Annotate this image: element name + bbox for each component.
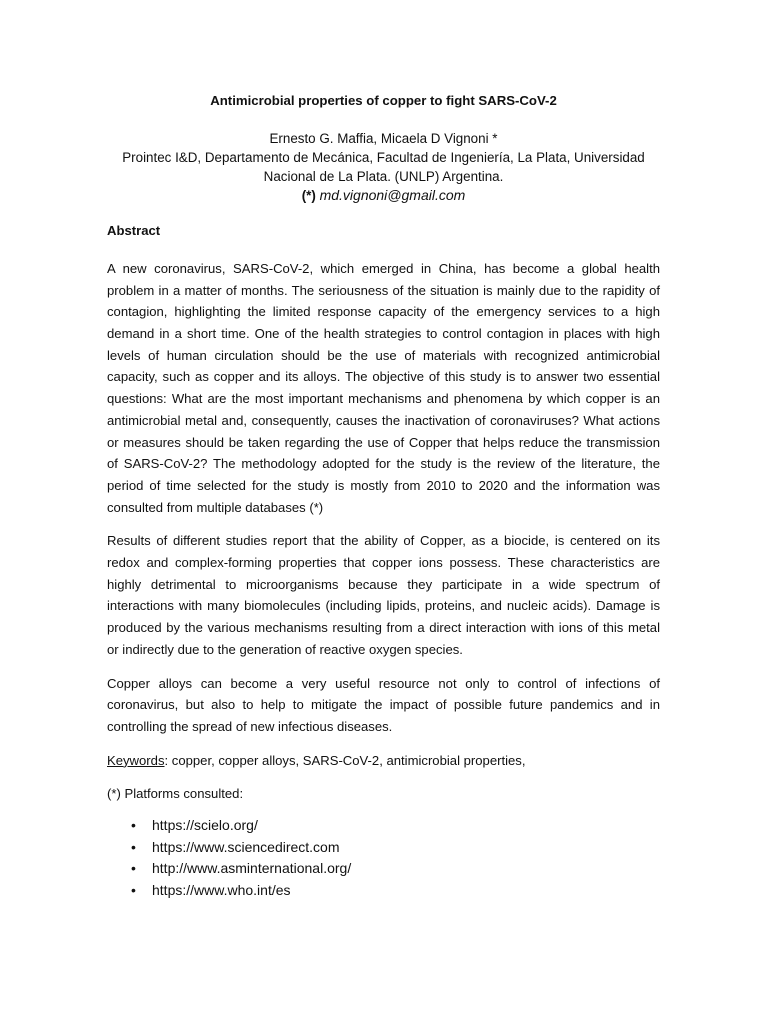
abstract-paragraph-2: Results of different studies report that the ability of Copper, as a biocide, is centered on its redox and complex-forming properties that copper ions possess. These characteristics are highly detrimental to microorganisms because they participate in a wide spectrum of interactions with many biomolecules (including lipids, proteins, and nucleic acids). Damage is produced by the various mechanisms resulting from a direct interaction with ions of this metal or indirectly due to the generation of reactive oxygen species. [107,533,660,657]
contact-email-line [107,186,660,205]
bullet-icon: • [131,860,136,877]
email-marker: (*) [301,188,316,204]
abstract-heading: Abstract [107,223,161,239]
bullet-icon: • [131,881,136,898]
keywords-line [107,750,660,772]
abstract-paragraph-3: Copper alloys can become a very useful resource not only to control of infections of coronavirus, but also to help to mitigate the impact of possible future pandemics and in controlling the spread of new infectious diseases. [107,675,660,734]
affiliation-line-2: Nacional de La Plata. (UNLP) Argentina. [263,169,504,185]
affiliation-line-1: Prointec I&D, Departamento de Mecánica, Facultad de Ingeniería, La Plata, Universidad [122,150,645,166]
contact-email: md.vignoni@gmail.com [319,187,466,204]
abstract-paragraph-1: A new coronavirus, SARS-CoV-2, which emerged in China, has become a global health problem in a matter of months. The seriousness of the situation is mainly due to the rapidity of contagion, highlighting the limited response capacity of the emergency services to a high demand in a short time. One of the health strategies to control contagion in places with high levels of human circulation should be the use of materials with recognized antimicrobial capacity, such as copper and its alloys. The objective of this study is to answer two essential questions: What are the most important mechanisms and phenomena by which copper is an antimicrobial metal and, consequently, causes the inactivation of coronaviruses? What actions or measures should be taken regarding the use of Copper that helps reduce the transmission of SARS-CoV-2? The methodology adopted for the study is the review of the literature, the period of time selected for the study is mostly from 2010 to 2020 and the information was consulted from multiple databases (*) [107,260,660,515]
list-item [131,858,660,880]
platform-url: https://scielo.org/ [152,817,258,834]
keywords-text: : copper, copper alloys, SARS-CoV-2, antimicrobial properties, [164,752,526,768]
bullet-icon: • [131,838,136,855]
paper-title: Antimicrobial properties of copper to fight SARS-CoV-2 [210,93,557,108]
keywords-label: Keywords [107,752,165,768]
platform-url: http://www.asminternational.org/ [152,860,352,877]
platform-url: https://www.who.int/es [152,881,291,898]
list-item [131,880,660,902]
bullet-icon: • [131,817,136,834]
list-item [131,815,660,837]
platforms-heading: (*) Platforms consulted: [107,786,244,802]
paper-page [107,90,660,901]
platforms-list [107,815,660,901]
list-item [131,837,660,859]
author-list: Ernesto G. Maffia, Micaela D Vignoni * [269,130,498,146]
platform-url: https://www.sciencedirect.com [152,838,340,855]
